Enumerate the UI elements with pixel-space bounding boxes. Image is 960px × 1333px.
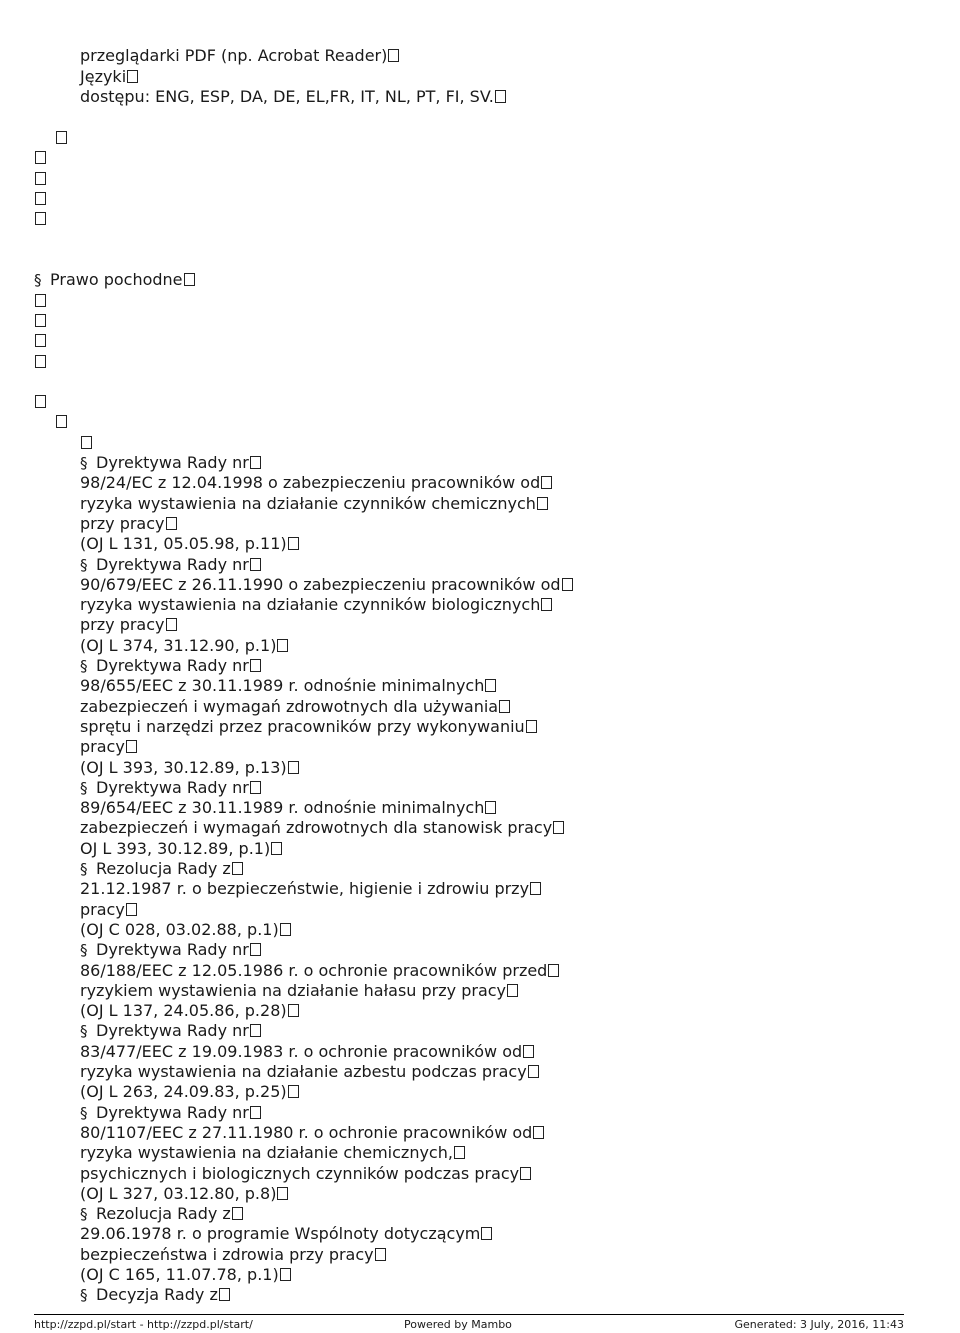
missing-glyph-icon xyxy=(280,923,291,936)
empty-line xyxy=(34,352,46,372)
missing-glyph-icon xyxy=(250,1106,261,1119)
empty-line xyxy=(34,392,46,412)
line-text: Dyrektywa Rady nr xyxy=(96,554,249,574)
entry-line xyxy=(80,615,177,635)
footer-generated: Generated: 3 July, 2016, 11:43 xyxy=(734,1318,904,1331)
entry-title xyxy=(80,555,261,575)
missing-glyph-icon xyxy=(56,131,67,144)
missing-glyph-icon xyxy=(375,1248,386,1261)
empty-line xyxy=(34,291,46,311)
missing-glyph-icon xyxy=(520,1167,531,1180)
missing-glyph-icon xyxy=(35,395,46,408)
entry-line xyxy=(80,900,137,920)
line-text: 90/679/EEC z 26.11.1990 o zabezpieczeniu pracowników od xyxy=(80,574,561,594)
entry-title xyxy=(80,778,261,798)
section-marker: § xyxy=(80,1205,88,1224)
missing-glyph-icon xyxy=(280,1268,291,1281)
missing-glyph-icon xyxy=(250,456,261,469)
entry-line xyxy=(80,839,282,859)
line-text: 21.12.1987 r. o bezpieczeństwie, higienie i zdrowiu przy xyxy=(80,879,530,899)
empty-line xyxy=(34,169,46,189)
missing-glyph-icon xyxy=(35,294,46,307)
empty-line xyxy=(34,209,46,229)
line-text: Decyzja Rady z xyxy=(96,1285,218,1305)
missing-glyph-icon xyxy=(481,1227,492,1240)
section-marker: § xyxy=(80,454,88,472)
line-text: Rezolucja Rady z xyxy=(96,859,231,878)
entry-line xyxy=(80,920,291,940)
entry-line xyxy=(80,1265,291,1285)
line-text: (OJ L 263, 24.09.83, p.25) xyxy=(80,1082,287,1102)
entry-line xyxy=(80,1062,539,1082)
section-marker: § xyxy=(80,657,88,675)
line-text: przy pracy xyxy=(80,615,165,635)
missing-glyph-icon xyxy=(250,943,261,956)
line-text: Dyrektywa Rady nr xyxy=(96,777,249,797)
entry-line xyxy=(80,473,552,493)
missing-glyph-icon xyxy=(507,984,518,997)
missing-glyph-icon xyxy=(485,801,496,814)
line-text: Języki xyxy=(80,67,127,86)
missing-glyph-icon xyxy=(541,598,552,611)
line-text: ryzyka wystawienia na działanie chemicznych, xyxy=(80,1143,453,1163)
missing-glyph-icon xyxy=(232,862,243,875)
line-text: 98/24/EC z 12.04.1998 o zabezpieczeniu pracowników od xyxy=(80,473,541,493)
entry-line xyxy=(80,961,559,981)
line-text: psychicznych i biologicznych czynników podczas pracy xyxy=(80,1163,520,1183)
line-text: Dyrektywa Rady nr xyxy=(96,1021,249,1041)
entry-line xyxy=(80,1042,534,1062)
missing-glyph-icon xyxy=(56,415,67,428)
entry-line xyxy=(80,717,537,737)
missing-glyph-icon xyxy=(288,537,299,550)
section-marker: § xyxy=(80,1022,88,1041)
missing-glyph-icon xyxy=(499,700,510,713)
intro-line xyxy=(80,46,399,66)
missing-glyph-icon xyxy=(271,842,282,855)
entry-line xyxy=(80,1224,492,1244)
line-text: pracy xyxy=(80,899,125,919)
missing-glyph-icon xyxy=(537,497,548,510)
missing-glyph-icon xyxy=(219,1288,230,1301)
entry-title xyxy=(80,1285,230,1305)
entry-line xyxy=(80,1082,299,1102)
missing-glyph-icon xyxy=(250,659,261,672)
missing-glyph-icon xyxy=(388,49,399,62)
missing-glyph-icon xyxy=(553,821,564,834)
entry-line xyxy=(80,737,137,757)
missing-glyph-icon xyxy=(523,1045,534,1058)
page-footer xyxy=(34,1314,904,1333)
empty-line xyxy=(34,148,46,168)
line-text: (OJ L 137, 24.05.86, p.28) xyxy=(80,1001,287,1021)
missing-glyph-icon xyxy=(548,964,559,977)
entry-title xyxy=(80,859,243,879)
line-text: 83/477/EEC z 19.09.1983 r. o ochronie pracowników od xyxy=(80,1041,523,1061)
line-text: bezpieczeństwa i zdrowia przy pracy xyxy=(80,1244,374,1264)
missing-glyph-icon xyxy=(288,1004,299,1017)
entry-title xyxy=(80,656,261,676)
missing-glyph-icon xyxy=(126,903,137,916)
missing-glyph-icon xyxy=(35,355,46,368)
entry-line xyxy=(80,514,177,534)
missing-glyph-icon xyxy=(35,172,46,185)
line-text: 98/655/EEC z 30.11.1989 r. odnośnie minimalnych xyxy=(80,676,485,696)
line-text: 29.06.1978 r. o programie Wspólnoty dotyczącym xyxy=(80,1224,481,1244)
missing-glyph-icon xyxy=(528,1065,539,1078)
entry-line xyxy=(80,1123,544,1143)
entry-title xyxy=(80,1021,261,1041)
intro-line xyxy=(80,87,506,107)
entry-title xyxy=(80,453,261,473)
line-text: ryzyka wystawienia na działanie azbestu podczas pracy xyxy=(80,1062,527,1081)
missing-glyph-icon xyxy=(562,578,573,591)
line-text: sprętu i narzędzi przez pracowników przy wykonywaniu xyxy=(80,716,525,736)
missing-glyph-icon xyxy=(35,314,46,327)
missing-glyph-icon xyxy=(127,70,138,83)
entry-line xyxy=(80,636,288,656)
entry-title xyxy=(80,1103,261,1123)
line-text: Prawo pochodne xyxy=(50,270,183,289)
missing-glyph-icon xyxy=(526,720,537,733)
line-text: Dyrektywa Rady nr xyxy=(96,656,249,675)
entry-line xyxy=(80,981,518,1001)
entry-line xyxy=(80,1001,299,1021)
section-marker: § xyxy=(80,555,88,574)
line-text: (OJ L 131, 05.05.98, p.11) xyxy=(80,534,287,554)
missing-glyph-icon xyxy=(277,639,288,652)
entry-title xyxy=(80,940,261,960)
missing-glyph-icon xyxy=(250,558,261,571)
entry-line xyxy=(80,1143,465,1163)
missing-glyph-icon xyxy=(35,192,46,205)
entry-line xyxy=(80,575,573,595)
line-text: dostępu: ENG, ESP, DA, DE, EL,FR, IT, NL, PT, FI, SV. xyxy=(80,87,494,106)
missing-glyph-icon xyxy=(126,740,137,753)
line-text: przy pracy xyxy=(80,513,165,533)
line-text: (OJ C 028, 03.02.88, p.1) xyxy=(80,919,279,939)
line-text: 89/654/EEC z 30.11.1989 r. odnośnie minimalnych xyxy=(80,798,485,818)
entry-line xyxy=(80,818,564,838)
entry-line xyxy=(80,494,548,514)
line-text: OJ L 393, 30.12.89, p.1) xyxy=(80,838,271,858)
entry-title xyxy=(80,1204,243,1224)
missing-glyph-icon xyxy=(533,1126,544,1139)
missing-glyph-icon xyxy=(232,1207,243,1220)
line-text: (OJ L 374, 31.12.90, p.1) xyxy=(80,635,277,655)
empty-line xyxy=(34,311,46,331)
footer-powered-by: Powered by Mambo xyxy=(404,1318,512,1331)
missing-glyph-icon xyxy=(184,273,195,286)
section-marker: § xyxy=(34,271,42,289)
line-text: pracy xyxy=(80,737,125,757)
missing-glyph-icon xyxy=(530,882,541,895)
section-marker: § xyxy=(80,1103,88,1122)
missing-glyph-icon xyxy=(454,1146,465,1159)
entry-line xyxy=(80,595,552,615)
section-marker: § xyxy=(80,1286,88,1305)
missing-glyph-icon xyxy=(35,334,46,347)
entry-line xyxy=(80,534,299,554)
line-text: Dyrektywa Rady nr xyxy=(96,1102,249,1122)
line-text: 80/1107/EEC z 27.11.1980 r. o ochronie pracowników od xyxy=(80,1122,533,1142)
missing-glyph-icon xyxy=(495,90,506,103)
missing-glyph-icon xyxy=(288,761,299,774)
missing-glyph-icon xyxy=(288,1085,299,1098)
section-marker: § xyxy=(80,860,88,878)
entry-line xyxy=(80,676,496,696)
empty-line xyxy=(55,412,67,432)
section-marker: § xyxy=(80,941,88,960)
section-marker: § xyxy=(80,778,88,797)
line-text: Dyrektywa Rady nr xyxy=(96,453,249,472)
missing-glyph-icon xyxy=(250,1024,261,1037)
entry-line xyxy=(80,1164,531,1184)
line-text: (OJ C 165, 11.07.78, p.1) xyxy=(80,1265,279,1284)
empty-line xyxy=(80,433,92,453)
line-text: ryzykiem wystawienia na działanie hałasu przy pracy xyxy=(80,980,507,1000)
entry-line xyxy=(80,758,299,778)
line-text: Rezolucja Rady z xyxy=(96,1204,231,1224)
empty-line xyxy=(55,128,67,148)
missing-glyph-icon xyxy=(277,1187,288,1200)
line-text: zabezpieczeń i wymagań zdrowotnych dla stanowisk pracy xyxy=(80,818,553,838)
line-text: (OJ L 393, 30.12.89, p.13) xyxy=(80,757,287,777)
line-text: przeglądarki PDF (np. Acrobat Reader) xyxy=(80,46,388,65)
line-text: Dyrektywa Rady nr xyxy=(96,940,249,960)
line-text: zabezpieczeń i wymagań zdrowotnych dla używania xyxy=(80,696,499,716)
missing-glyph-icon xyxy=(81,436,92,449)
entry-line xyxy=(80,1184,288,1204)
line-text: ryzyka wystawienia na działanie czynników chemicznych xyxy=(80,493,536,513)
entry-line xyxy=(80,798,496,818)
missing-glyph-icon xyxy=(166,618,177,631)
missing-glyph-icon xyxy=(35,151,46,164)
line-text: ryzyka wystawienia na działanie czynników biologicznych xyxy=(80,595,541,615)
line-text: 86/188/EEC z 12.05.1986 r. o ochronie pracowników przed xyxy=(80,960,548,980)
footer-url[interactable]: http://zzpd.pl/start - http://zzpd.pl/start/ xyxy=(34,1318,253,1331)
entry-line xyxy=(80,879,541,899)
intro-line xyxy=(80,67,138,87)
empty-line xyxy=(34,331,46,351)
empty-line xyxy=(34,189,46,209)
entry-line xyxy=(80,1245,386,1265)
missing-glyph-icon xyxy=(35,212,46,225)
line-text: (OJ L 327, 03.12.80, p.8) xyxy=(80,1183,277,1203)
entry-line xyxy=(80,697,510,717)
missing-glyph-icon xyxy=(250,781,261,794)
missing-glyph-icon xyxy=(166,517,177,530)
missing-glyph-icon xyxy=(541,476,552,489)
section-heading xyxy=(34,270,195,290)
missing-glyph-icon xyxy=(485,679,496,692)
